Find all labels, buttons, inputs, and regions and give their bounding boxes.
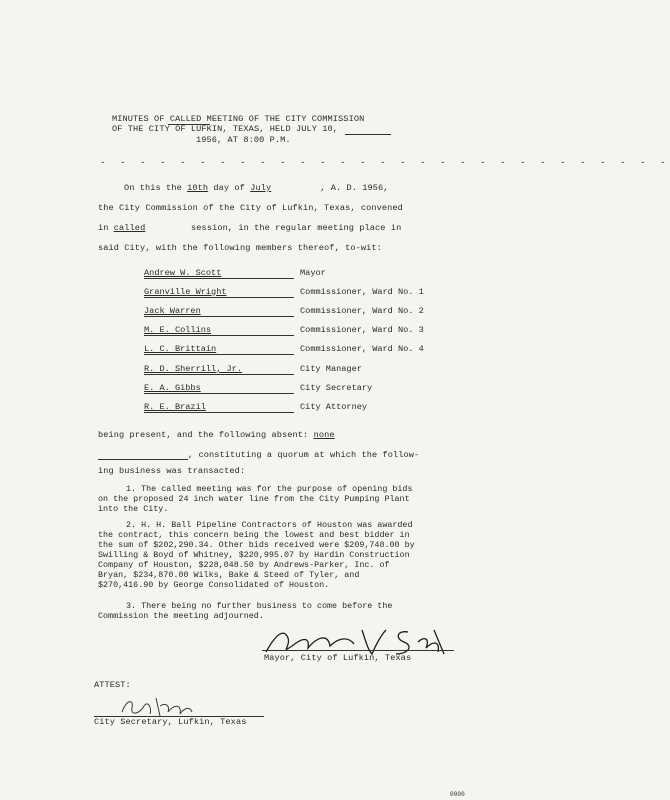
separator-dashes: - - - - - - - - - - - - - - - - - - - - - - - - - - - - - bbox=[100, 158, 670, 168]
business-item-2: 2. H. H. Ball Pipeline Contractors of Houston was awarded the contract, this concern being the lowest and best bidder in the sum of $202,290.34. Other bids received were $209,748.00 by Swilling & Boyd of Whitney, $220,995.07 by Hardin Construction Company of Houston, $228,048.50 by Andrews-Parker, Inc. of Bryan, $234,870.00 Wilks, Bake & Steed of Tyler, and $270,416.90 by George Consolidated of Houston. bbox=[98, 520, 415, 590]
intro-line-4: said City, with the following members thereof, to-wit: bbox=[98, 243, 382, 253]
member-name: Granville Wright bbox=[144, 287, 227, 297]
intro-text: , A. D. 1956, bbox=[320, 183, 389, 193]
attest-label: ATTEST: bbox=[94, 680, 131, 690]
absent-text: being present, and the following absent: bbox=[98, 430, 309, 440]
meeting-day: 10th bbox=[187, 183, 209, 193]
intro-text: in bbox=[98, 223, 109, 233]
absent-members: none bbox=[313, 430, 335, 440]
name-underline bbox=[144, 374, 294, 375]
member-name: M. E. Collins bbox=[144, 325, 212, 335]
secretary-caption: City Secretary, Lufkin, Texas bbox=[94, 717, 247, 727]
header-line-1: MINUTES OF CALLED MEETING OF THE CITY COMMISSION bbox=[112, 114, 365, 124]
member-name: E. A. Gibbs bbox=[144, 383, 201, 393]
member-title: City Secretary bbox=[300, 383, 373, 393]
member-name: R. D. Sherrill, Jr. bbox=[144, 364, 242, 374]
name-underline bbox=[144, 316, 294, 317]
intro-text: day of bbox=[213, 183, 245, 193]
member-title: Mayor bbox=[300, 268, 326, 278]
session-type: called bbox=[113, 223, 146, 233]
absent-line-2: , constituting a quorum at which the follow- bbox=[188, 450, 420, 460]
footer-page-code: 0000 bbox=[450, 791, 465, 798]
name-underline bbox=[144, 335, 294, 336]
name-underline bbox=[144, 354, 294, 355]
member-title: Commissioner, Ward No. 1 bbox=[300, 287, 424, 297]
meeting-month: July bbox=[250, 183, 272, 193]
member-name: L. C. Brittain bbox=[144, 344, 217, 354]
name-underline bbox=[144, 393, 294, 394]
business-item-3: 3. There being no further business to come before the Commission the meeting adjourned. bbox=[98, 601, 393, 621]
intro-text: On this the bbox=[124, 183, 182, 193]
member-name: Andrew W. Scott bbox=[144, 268, 222, 278]
member-name: Jack Warren bbox=[144, 306, 201, 316]
name-underline bbox=[144, 278, 294, 279]
header-line-3: 1956, AT 8:00 P.M. bbox=[196, 135, 291, 145]
member-name: R. E. Brazil bbox=[144, 402, 206, 412]
member-title: Commissioner, Ward No. 2 bbox=[300, 306, 424, 316]
called-underline bbox=[168, 124, 210, 125]
intro-line-1 bbox=[124, 183, 389, 193]
intro-line-2: the City Commission of the City of Lufkin, Texas, convened bbox=[98, 203, 403, 213]
mayor-signature-line bbox=[262, 650, 454, 651]
name-underline bbox=[144, 297, 294, 298]
member-title: City Attorney bbox=[300, 402, 368, 412]
name-underline bbox=[144, 412, 294, 413]
intro-text: session, in the regular meeting place in bbox=[191, 223, 402, 233]
member-title: City Manager bbox=[300, 364, 362, 374]
business-item-1: 1. The called meeting was for the purpose of opening bids on the proposed 24 inch water line from the City Pumping Plant into the City. bbox=[98, 484, 413, 514]
mayor-caption: Mayor, City of Lufkin, Texas bbox=[264, 653, 412, 663]
absent-line-1 bbox=[98, 430, 400, 440]
absent-underline bbox=[98, 459, 188, 460]
date-underline bbox=[345, 134, 391, 135]
intro-line-3 bbox=[98, 223, 401, 233]
absent-line-3: ing business was transacted: bbox=[98, 466, 246, 476]
header-line-2: OF THE CITY OF LUFKIN, TEXAS, HELD JULY 10, bbox=[112, 124, 339, 134]
member-title: Commissioner, Ward No. 3 bbox=[300, 325, 424, 335]
member-title: Commissioner, Ward No. 4 bbox=[300, 344, 424, 354]
